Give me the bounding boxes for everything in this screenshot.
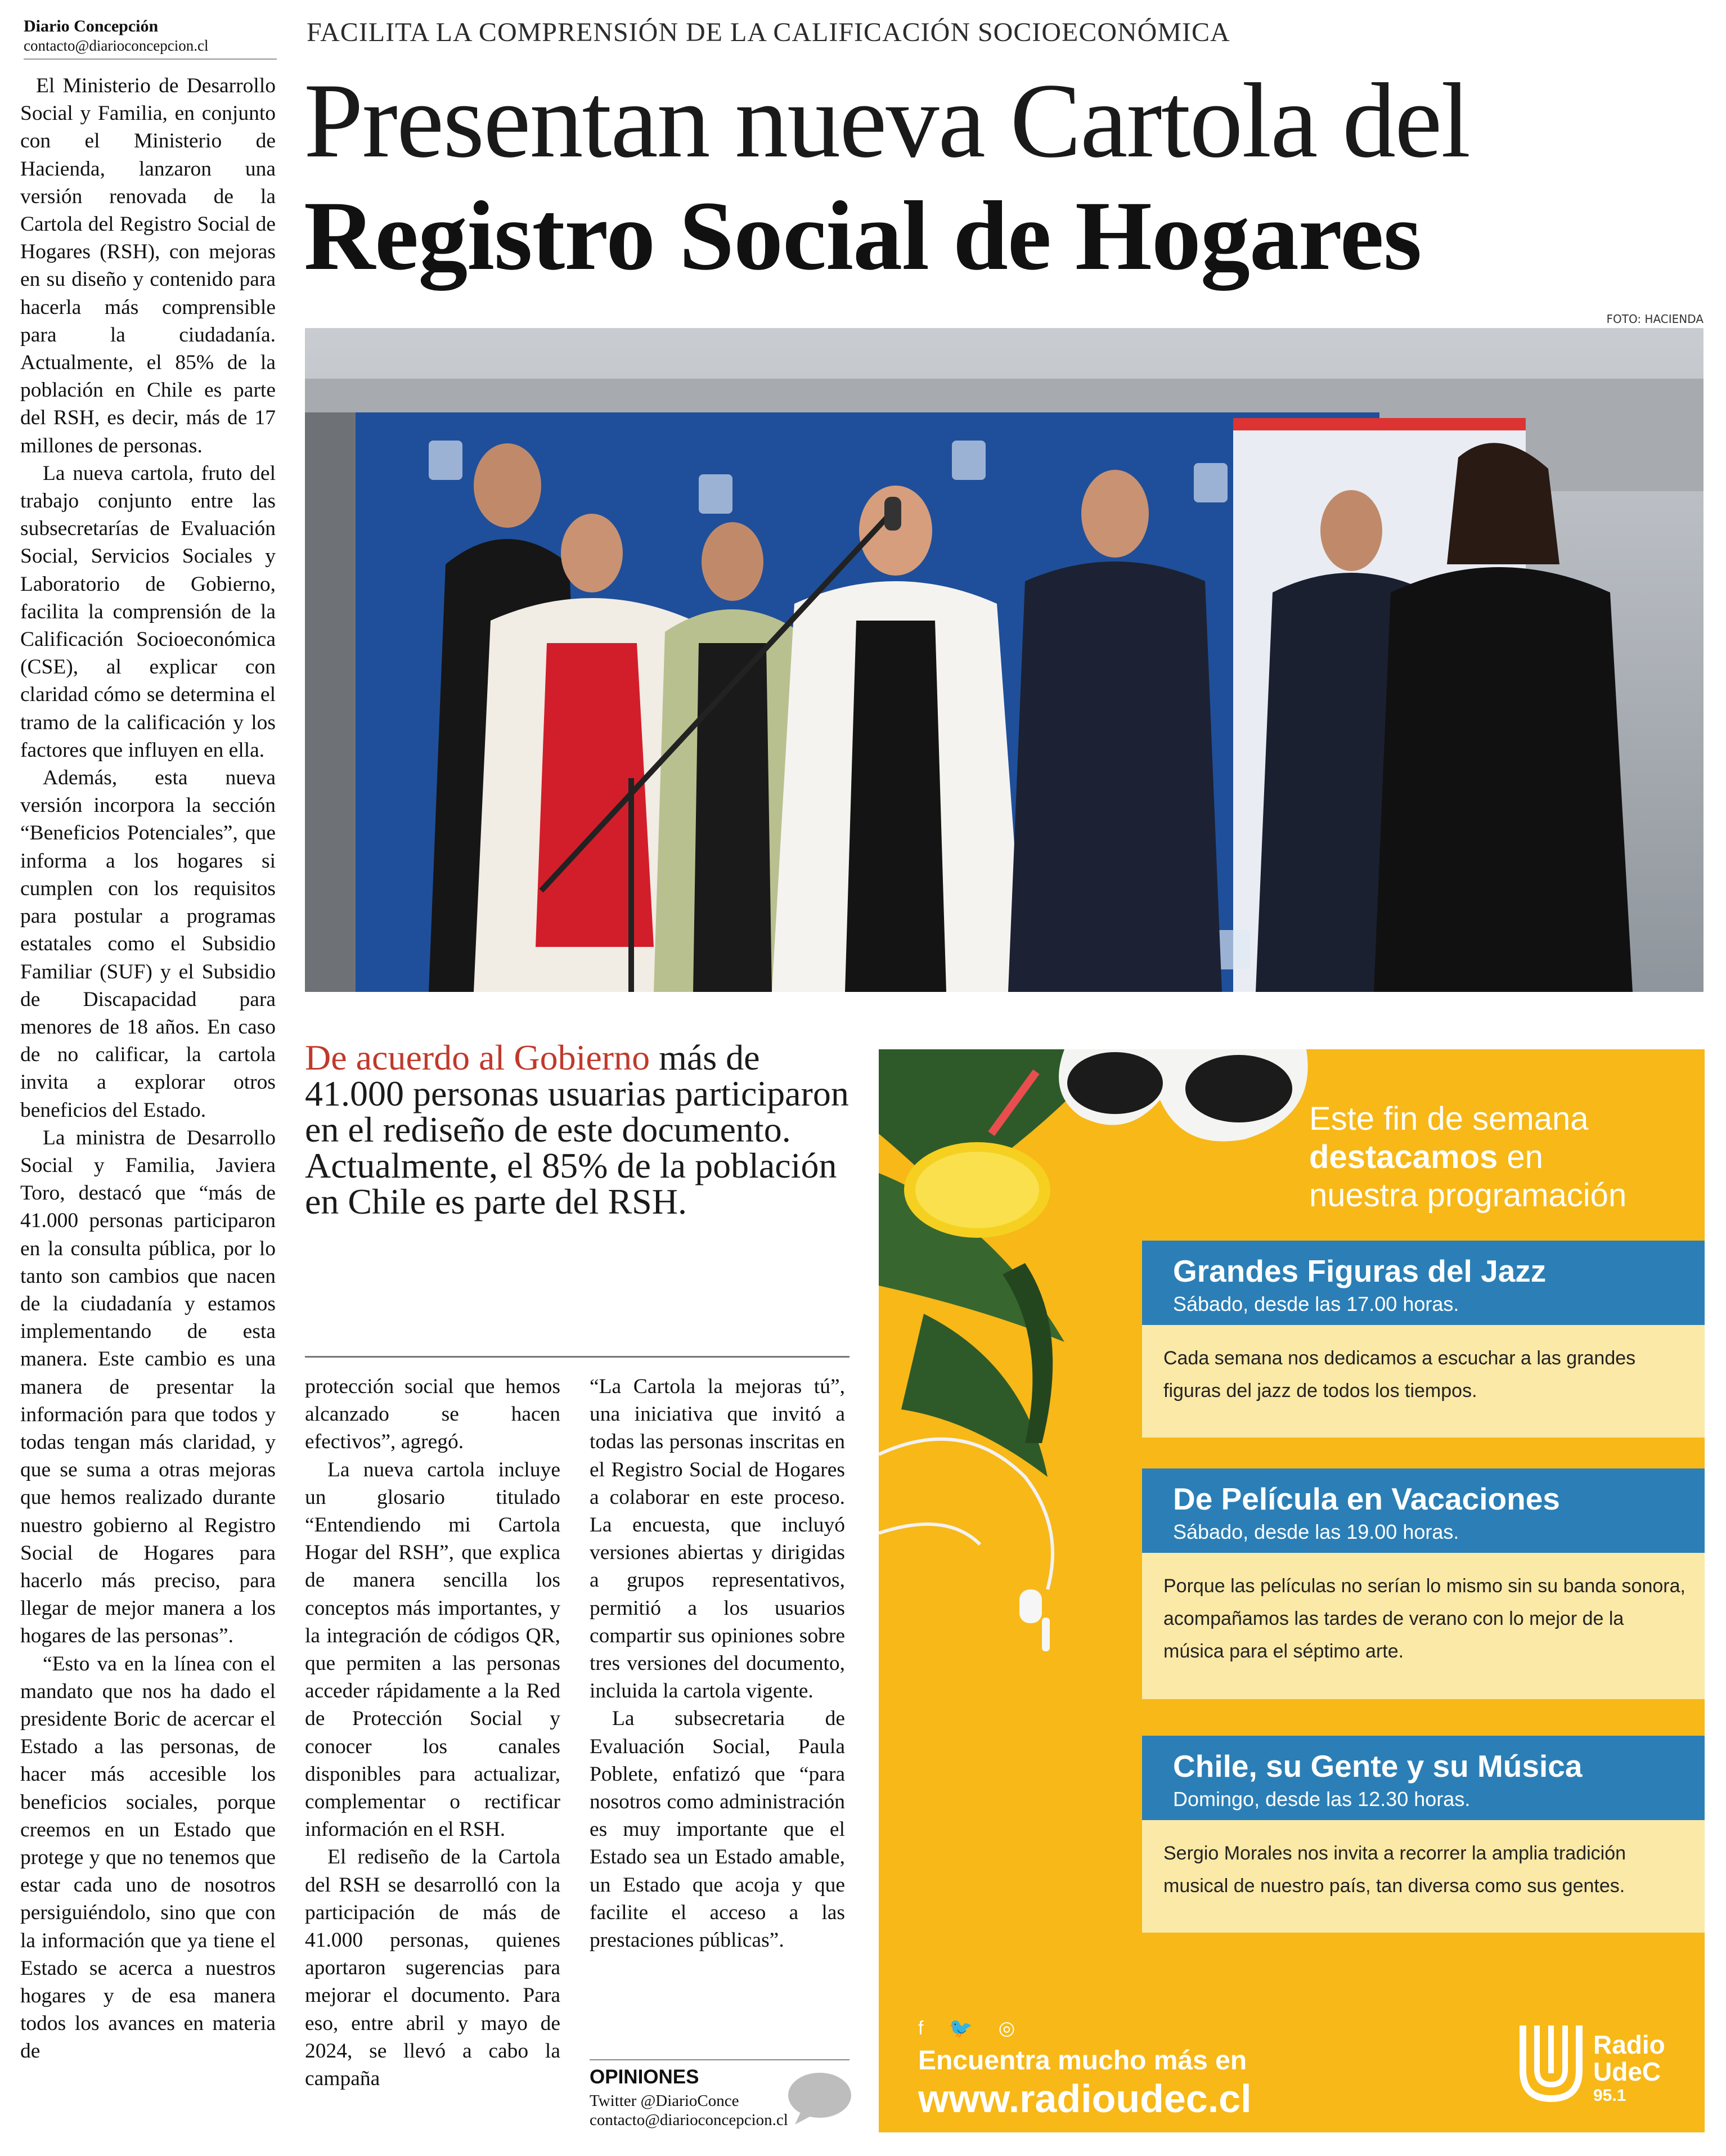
pull-quote-divider — [305, 1356, 849, 1358]
opinion-divider — [590, 2059, 849, 2060]
newspaper-contact: contacto@diarioconcepcion.cl — [24, 37, 209, 54]
program-band — [1142, 1241, 1705, 1325]
radio-udec-name — [1593, 2031, 1665, 2085]
newspaper-brand: Diario Concepción — [24, 17, 159, 35]
paragraph: “La Cartola la mejoras tú”, una iniciativa que invitó a todas las personas inscritas en el Registro Social de Hogares a colaborar en este proceso. La encuesta, que incluyó versiones abiertas y dirigidas a grupos representativos, permitió a los usuarios compartir sus opiniones sobre tres versiones del documento, incluida la cartola vigente. — [590, 1375, 845, 1703]
program-description: Sergio Morales nos invita a recorrer la amplia tradición musical de nuestro país, tan diversa como sus gentes. — [1163, 1843, 1626, 1897]
radio-udec-logo-icon — [1517, 2020, 1585, 2104]
program-description-box — [1142, 1820, 1705, 1933]
program-title: Grandes Figuras del Jazz — [1173, 1254, 1547, 1288]
program-title: Chile, su Gente y su Música — [1173, 1749, 1583, 1784]
paragraph: La nueva cartola, fruto del trabajo conjunto entre las subsecretarías de Evaluación Social, Servicios Sociales y Laboratorio de Gobierno, facilita la comprensión de la Calificación Socioeconómica (CSE), al explicar con claridad cómo se determina el tramo de la calificación y los factores que influyen en ella. — [20, 461, 276, 762]
article-photo — [305, 328, 1703, 992]
opinion-label: OPINIONES — [590, 2066, 699, 2088]
headline-line-1: Presentan nueva Cartola del — [304, 62, 1470, 180]
paragraph: La nueva cartola incluye un glosario titulado “Entendiendo mi Cartola Hogar del RSH”, que explica de manera sencilla los conceptos más importantes, y la integración de códigos QR, que permiten a las personas acceder rápidamente a la Red de Protección Social y conocer los canales disponibles para actualizar, complementar o rectificar información en el RSH. — [305, 1458, 560, 1841]
pull-quote-lead: De acuerdo al Gobierno — [305, 1037, 650, 1077]
paragraph: La ministra de Desarrollo Social y Familia, Javiera Toro, destacó que “más de 41.000 personas participaron en la consulta pública, por lo tanto son cambios que nacen de la ciudadanía y estamos implementando de esta manera. Este cambio es una manera de presentar la información para que todos y todas tengan más claridad, y que se suma a otras mejoras que hemos realizado durante nuestro gobierno al Registro Social de Hogares para hacerlo más preciso, para llegar de mejor manera a los hogares de las personas”. — [20, 1126, 276, 1648]
logo-name-line-1: Radio — [1593, 2030, 1665, 2059]
ad-headline-bold: destacamos — [1309, 1139, 1498, 1175]
article-kicker: FACILITA LA COMPRENSIÓN DE LA CALIFICACIÓN SOCIOECONÓMICA — [307, 17, 1230, 47]
program-title: De Película en Vacaciones — [1173, 1481, 1560, 1516]
radio-udec-ad — [879, 1049, 1705, 2132]
headline-line-2: Registro Social de Hogares — [304, 181, 1422, 291]
program-band — [1142, 1468, 1705, 1553]
paragraph: Además, esta nueva versión incorpora la sección “Beneficios Potenciales”, que informa a los hogares si cumplen con los requisitos para postular a programas estatales como el Subsidio Familiar (SUF) y el Subsidio de Discapacidad para menores de 18 años. En caso de no calificar, la cartola invita a explorar otros beneficios del Estado. — [20, 766, 276, 1122]
article-column-3 — [590, 1373, 845, 2048]
photo-credit: FOTO: HACIENDA — [1606, 312, 1703, 326]
pull-quote-text: más de 41.000 personas usuarias participaron en el rediseño de este documento. Actualmente, el 85% de la población en Chile es parte del RSH. — [305, 1037, 849, 1221]
masthead-divider — [24, 59, 277, 60]
radio-frequency: 95.1 — [1593, 2086, 1626, 2105]
ad-headline-line-2 — [1309, 1138, 1692, 1176]
paragraph: protección social que hemos alcanzado se hacen efectivos”, agregó. — [305, 1375, 560, 1454]
opinion-contact: contacto@diarioconcepcion.cl — [590, 2111, 788, 2129]
paragraph: El Ministerio de Desarrollo Social y Familia, en conjunto con el Ministerio de Hacienda, lanzaron una versión renovada de la Cartola del Registro Social de Hogares (RSH), con mejoras en su diseño y contenido para hacerla más comprensible para la ciudadanía. Actualmente, el 85% de la población en Chile es parte del RSH, es decir, más de 17 millones de personas. — [20, 74, 276, 457]
press-conference-illustration — [305, 328, 1703, 992]
program-band — [1142, 1736, 1705, 1820]
article-column-2 — [305, 1373, 560, 2144]
paragraph: “Esto va en la línea con el mandato que nos ha dado el presidente Boric de acercar el Estado a las personas, de hacer más accesible los beneficios sociales, porque creemos en un Estado que protege y que no tenemos que estar cada uno de nosotros persiguiéndolo, sino que con la información que ya tiene el Estado se acerca a nuestros hogares y de esa manera todos los avances en materia de — [20, 1652, 276, 2063]
program-description-box — [1142, 1325, 1705, 1438]
program-description-box — [1142, 1553, 1705, 1699]
article-column-1 — [20, 72, 276, 2142]
ad-headline — [1309, 1100, 1692, 1215]
paragraph: El rediseño de la Cartola del RSH se desarrolló con la participación de más de 41.000 personas, quienes aportaron sugerencias para mejorar el documento. Para eso, entre abril y mayo de 2024, se llevó a cabo la campaña — [305, 1845, 560, 2091]
ad-cta-line-1: Encuentra mucho más en — [918, 2046, 1247, 2076]
program-description: Porque las películas no serían lo mismo sin su banda sonora, acompañamos las tardes de verano con lo mejor de la música para el séptimo arte. — [1163, 1575, 1685, 1662]
program-time: Domingo, desde las 12.30 horas. — [1173, 1787, 1471, 1811]
speech-bubble-icon — [785, 2070, 852, 2127]
social-icons[interactable]: f 🐦 ◎ — [918, 2018, 1026, 2039]
ad-headline-line-1: Este fin de semana — [1309, 1101, 1589, 1137]
ad-headline-line-2-rest: en — [1498, 1139, 1543, 1175]
ad-headline-line-3: nuestra programación — [1309, 1177, 1627, 1214]
pull-quote — [305, 1037, 868, 1221]
ad-website-link[interactable]: www.radioudec.cl — [918, 2077, 1252, 2121]
paragraph: La subsecretaria de Evaluación Social, Paula Poblete, enfatizó que “para nosotros como administración es muy importante que el Estado sea un Estado amable, un Estado que acoja y que facilite el acceso a las prestaciones públicas”. — [590, 1707, 845, 1952]
program-time: Sábado, desde las 17.00 horas. — [1173, 1292, 1459, 1315]
program-time: Sábado, desde las 19.00 horas. — [1173, 1520, 1459, 1543]
program-description: Cada semana nos dedicamos a escuchar a las grandes figuras del jazz de todos los tiempos. — [1163, 1348, 1636, 1402]
opinion-twitter: Twitter @DiarioConce — [590, 2092, 739, 2110]
logo-name-line-2: UdeC — [1593, 2057, 1661, 2086]
